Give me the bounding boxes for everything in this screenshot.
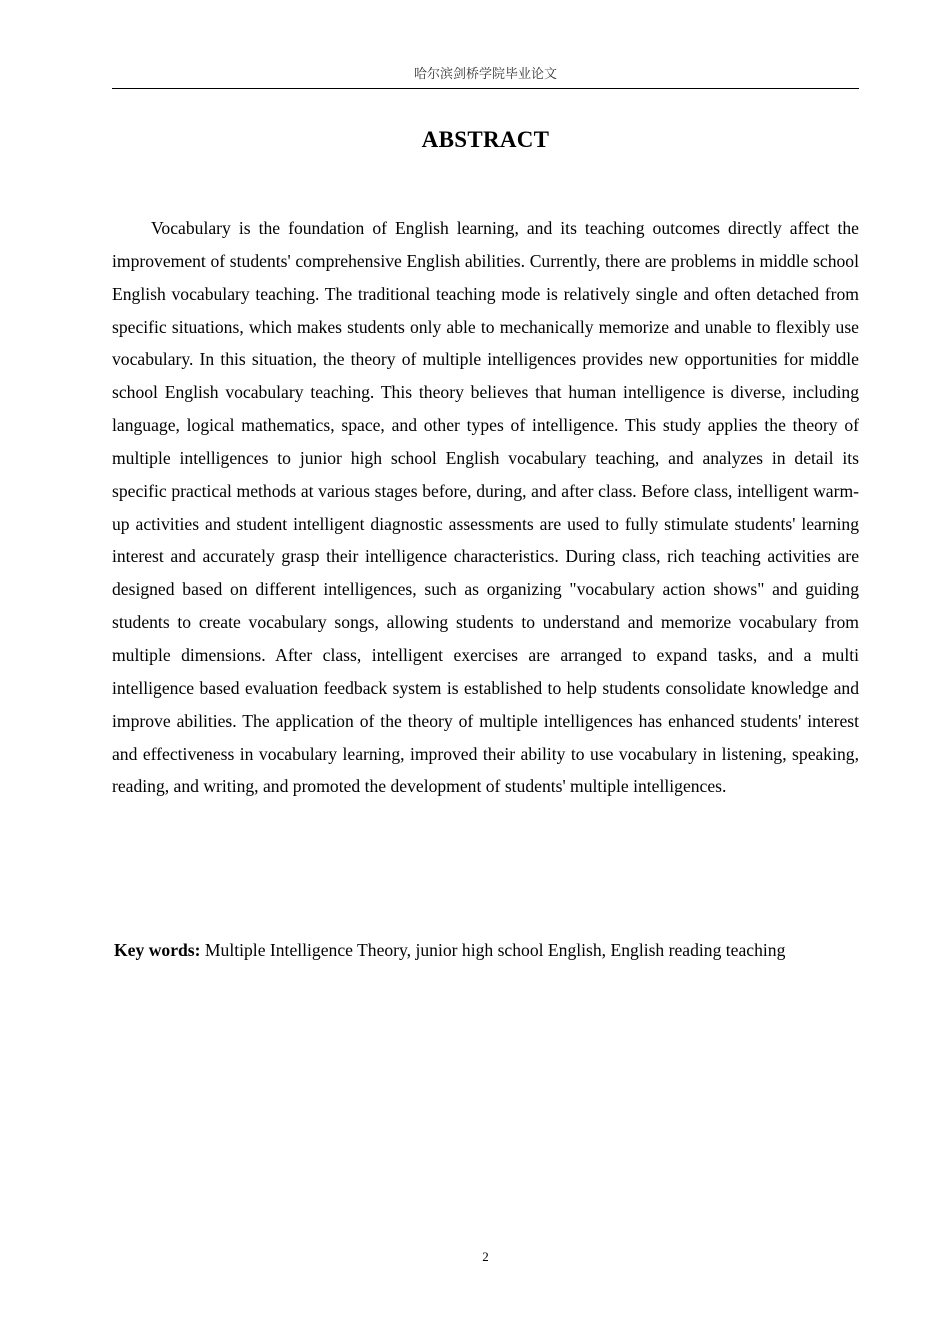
keywords-text: Multiple Intelligence Theory, junior high school English, English reading teaching bbox=[204, 940, 786, 960]
abstract-body: Vocabulary is the foundation of English learning, and its teaching outcomes directly affect the improvement of students' comprehensive English abilities. Currently, there are problems in middle school English vocabulary teaching. The traditional teaching mode is relatively single and often detached from specific situations, which makes students only able to mechanically memorize and unable to flexibly use vocabulary. In this situation, the theory of multiple intelligences provides new opportunities for middle school English vocabulary teaching. This theory believes that human intelligence is diverse, including language, logical mathematics, space, and other types of intelligence. This study applies the theory of multiple intelligences to junior high school English vocabulary teaching, and analyzes in detail its specific practical methods at various stages before, during, and after class. Before class, intelligent warm-up activities and student intelligent diagnostic assessments are used to fully stimulate students' learning interest and accurately grasp their intelligence characteristics. During class, rich teaching activities are designed based on different intelligences, such as organizing "vocabulary action shows" and guiding students to create vocabulary songs, allowing students to understand and memorize vocabulary from multiple dimensions. After class, intelligent exercises are arranged to expand tasks, and a multi intelligence based evaluation feedback system is established to help students consolidate knowledge and improve abilities. The application of the theory of multiple intelligences has enhanced students' interest and effectiveness in vocabulary learning, improved their ability to use vocabulary in listening, speaking, reading, and writing, and promoted the development of students' multiple intelligences. bbox=[112, 218, 859, 797]
page-number: 2 bbox=[482, 1249, 489, 1264]
keywords bbox=[114, 935, 859, 965]
keywords-label: Key words: bbox=[114, 940, 201, 960]
abstract-title: ABSTRACT bbox=[421, 127, 550, 152]
header-divider bbox=[112, 88, 859, 89]
running-header: 哈尔滨剑桥学院毕业论文 bbox=[413, 67, 557, 82]
